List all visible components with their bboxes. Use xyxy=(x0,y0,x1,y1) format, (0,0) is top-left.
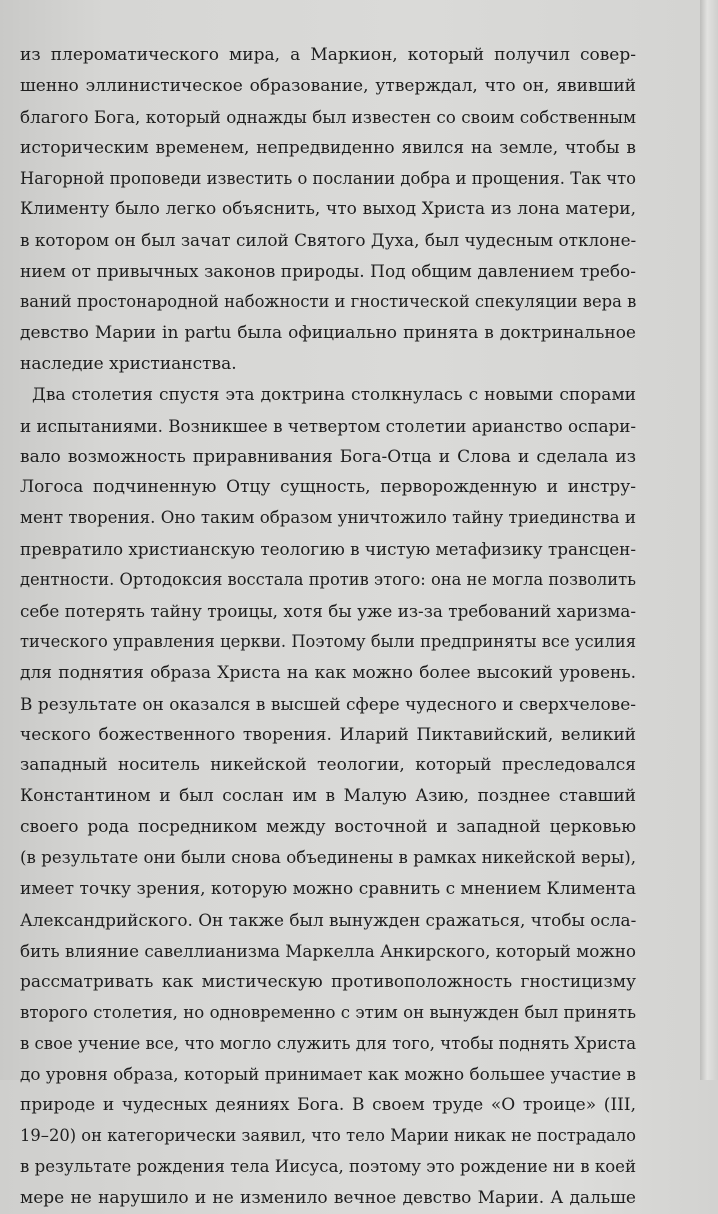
text-line: себе потерять тайну троицы, хотя бы уже из-за требований харизма- xyxy=(20,601,636,622)
text-line: второго столетия, но одновременно с этим он вынужден был принять xyxy=(20,1002,636,1022)
text-line: нием от привычных законов природы. Под общим давлением требо- xyxy=(20,261,636,282)
text-line: Нагорной проповеди известить о послании добра и прощения. Так что xyxy=(20,168,636,188)
text-line: наследие христианства. xyxy=(20,353,237,374)
text-line: своего рода посредником между восточной и западной церковью xyxy=(20,817,636,838)
text-line: ваний простонародной набожности и гностической спекуляции вера в xyxy=(20,292,637,312)
text-line: в результате рождения тела Иисуса, поэтому это рождение ни в коей xyxy=(20,1157,637,1177)
text-line: и испытаниями. Возникшее в четвертом столетии арианство оспари- xyxy=(20,415,637,436)
text-line: превратило христианскую теологию в чистую метафизику трансцен- xyxy=(20,539,637,560)
text-line: в свое учение все, что могло служить для того, чтобы поднять Христа xyxy=(20,1033,637,1053)
text-line: из плероматического мира, а Маркион, который получил совер- xyxy=(20,45,636,65)
text-line: имеет точку зрения, которую можно сравнить с мнением Климента xyxy=(20,879,636,900)
text-line: ческого божественного творения. Иларий Пиктавийский, великий xyxy=(20,724,636,745)
text-line: Константином и был сослан им в Малую Азию, позднее ставший xyxy=(20,786,636,807)
text-line: В результате он оказался в высшей сфере чудесного и сверхчелове- xyxy=(20,693,636,714)
text-line: в котором он был зачат силой Святого Духа, был чудесным отклоне- xyxy=(20,230,637,251)
text-line: благого Бога, который однажды был известен со своим собственным xyxy=(20,106,636,127)
text-line: мент творения. Оно таким образом уничтожило тайну триединства и xyxy=(20,508,636,528)
body-text xyxy=(20,40,636,1214)
text-line: Александрийского. Он также был вынужден сражаться, чтобы осла- xyxy=(20,909,637,930)
text-line: Логоса подчиненную Отцу сущность, перворожденную и инстру- xyxy=(20,477,636,498)
text-line: западный носитель никейской теологии, который преследовался xyxy=(20,755,636,776)
text-line: историческим временем, непредвиденно явился на земле, чтобы в xyxy=(20,137,636,158)
text-line: рассматривать как мистическую противоположность гностицизму xyxy=(20,971,636,992)
text-line: бить влияние савеллианизма Маркелла Анкирского, который можно xyxy=(20,940,636,961)
paragraph-start-line: Два столетия спустя эта доктрина столкнулась с новыми спорами xyxy=(32,384,636,405)
text-line: природе и чудесных деяниях Бога. В своем труде «О троице» (III, xyxy=(20,1095,636,1116)
text-line: Клименту было легко объяснить, что выход Христа из лона матери, xyxy=(20,199,636,220)
text-line: для поднятия образа Христа на как можно более высокий уровень. xyxy=(20,662,636,683)
text-line: вало возможность приравнивания Бога-Отца и Слова и сделала из xyxy=(20,446,636,467)
page-edge xyxy=(700,0,718,1080)
text-line: тического управления церкви. Поэтому были предприняты все усилия xyxy=(20,631,636,651)
text-line: девство Марии in partu была официально принята в доктринальное xyxy=(20,323,636,344)
text-line: дентности. Ортодоксия восстала против этого: она не могла позволить xyxy=(20,570,636,590)
text-line: мере не нарушило и не изменило вечное девство Марии. А дальше xyxy=(20,1187,636,1208)
text-line: (в результате они были снова объединены в рамках никейской веры), xyxy=(20,848,636,868)
text-line: до уровня образа, который принимает как можно большее участие в xyxy=(20,1064,636,1085)
text-line: шенно эллинистическое образование, утверждал, что он, явивший xyxy=(20,75,636,96)
text-line: 19–20) он категорически заявил, что тело Марии никак не пострадало xyxy=(20,1126,636,1146)
